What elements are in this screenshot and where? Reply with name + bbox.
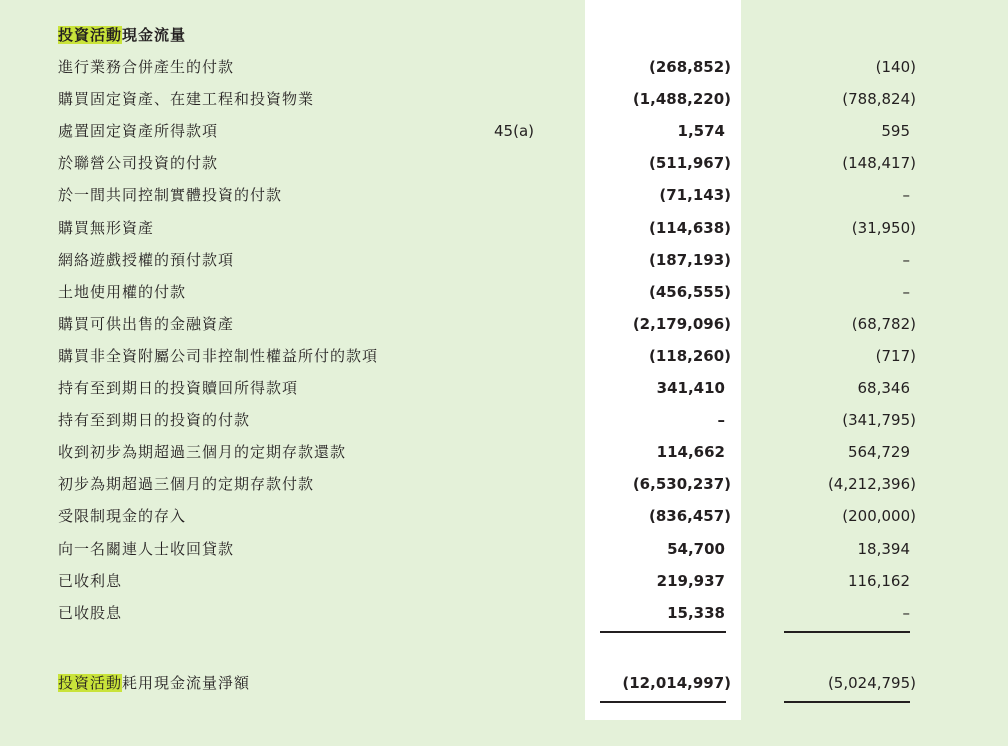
row-current-value: (118,260) xyxy=(648,346,731,365)
row-prior-value: 595 xyxy=(881,122,910,141)
table-row xyxy=(0,83,1008,115)
table-row xyxy=(0,51,1008,83)
row-prior-value: – xyxy=(902,250,910,269)
row-current-value: 1,574 xyxy=(677,122,725,141)
row-label: 向一名關連人士收回貸款 xyxy=(58,539,235,558)
row-prior-value: 564,729 xyxy=(847,443,910,462)
row-label: 處置固定資產所得款項 xyxy=(58,122,219,141)
row-label: 於一間共同控制實體投資的付款 xyxy=(58,186,283,205)
row-label: 收到初步為期超過三個月的定期存款還款 xyxy=(58,443,347,462)
section-title-highlight: 投資活動 xyxy=(58,26,123,44)
table-row xyxy=(0,147,1008,179)
row-label: 已收利息 xyxy=(58,571,123,590)
section-title xyxy=(58,24,186,46)
row-label: 網絡遊戲授權的預付款項 xyxy=(58,250,235,269)
row-current-value: (456,555) xyxy=(648,282,731,301)
row-label: 購買無形資產 xyxy=(58,218,155,237)
row-current-value: (187,193) xyxy=(648,250,731,269)
prior-total-rule xyxy=(784,701,910,703)
row-label: 購買非全資附屬公司非控制性權益所付的款項 xyxy=(58,346,379,365)
row-prior-value: (341,795) xyxy=(842,411,916,430)
row-label: 持有至到期日的投資贖回所得款項 xyxy=(58,379,299,397)
row-prior-value: 116,162 xyxy=(847,571,910,590)
table-row xyxy=(0,179,1008,211)
total-row xyxy=(0,667,1008,699)
row-prior-value: (4,212,396) xyxy=(827,475,916,494)
table-row xyxy=(0,244,1008,276)
row-current-value: (6,530,237) xyxy=(632,475,731,494)
total-label xyxy=(58,667,250,699)
row-label: 持有至到期日的投資的付款 xyxy=(58,411,251,430)
current-subtotal-rule xyxy=(600,631,726,633)
row-prior-value: – xyxy=(902,186,910,205)
row-current-value: (268,852) xyxy=(648,58,731,76)
table-row xyxy=(0,212,1008,244)
table-row xyxy=(0,436,1008,468)
table-row xyxy=(0,565,1008,597)
row-current-value: (511,967) xyxy=(648,154,731,173)
row-prior-value: (788,824) xyxy=(842,90,916,109)
row-current-value: 15,338 xyxy=(667,603,725,622)
row-label: 已收股息 xyxy=(58,603,123,622)
table-row xyxy=(0,597,1008,629)
row-prior-value: (148,417) xyxy=(842,154,916,173)
section-title-rest: 現金流量 xyxy=(122,26,187,44)
row-label: 購買可供出售的金融資產 xyxy=(58,314,235,333)
row-prior-value: 68,346 xyxy=(857,379,910,397)
total-prior-value: (5,024,795) xyxy=(827,674,916,692)
row-prior-value: – xyxy=(902,603,910,622)
row-prior-value: (717) xyxy=(875,346,916,365)
table-row xyxy=(0,500,1008,532)
row-label: 於聯營公司投資的付款 xyxy=(58,154,219,173)
total-label-highlight: 投資活動 xyxy=(58,674,123,692)
row-current-value: (836,457) xyxy=(648,507,731,526)
total-label-rest: 耗用現金流量淨額 xyxy=(122,674,251,692)
row-label: 土地使用權的付款 xyxy=(58,282,187,301)
row-label: 進行業務合併產生的付款 xyxy=(58,58,235,76)
row-current-value: (2,179,096) xyxy=(632,314,731,333)
total-current-value: (12,014,997) xyxy=(622,674,731,692)
row-current-value: 54,700 xyxy=(667,539,725,558)
row-current-value: 114,662 xyxy=(656,443,725,462)
row-label: 初步為期超過三個月的定期存款付款 xyxy=(58,475,315,494)
table-row xyxy=(0,468,1008,500)
row-prior-value: (200,000) xyxy=(842,507,916,526)
table-row xyxy=(0,340,1008,372)
row-note: 45(a) xyxy=(494,122,534,141)
row-prior-value: (140) xyxy=(875,58,916,76)
prior-subtotal-rule xyxy=(784,631,910,633)
row-current-value: (114,638) xyxy=(648,218,731,237)
row-prior-value: (68,782) xyxy=(851,314,916,333)
row-current-value: (1,488,220) xyxy=(632,90,731,109)
table-row xyxy=(0,404,1008,436)
row-current-value: 219,937 xyxy=(656,571,725,590)
row-label: 受限制現金的存入 xyxy=(58,507,187,526)
row-current-value: 341,410 xyxy=(656,379,725,397)
current-total-rule xyxy=(600,701,726,703)
table-row xyxy=(0,115,1008,147)
table-row xyxy=(0,372,1008,404)
row-current-value: – xyxy=(717,411,725,430)
table-row xyxy=(0,308,1008,340)
row-prior-value: – xyxy=(902,282,910,301)
row-prior-value: (31,950) xyxy=(851,218,916,237)
row-current-value: (71,143) xyxy=(659,186,731,205)
table-row xyxy=(0,276,1008,308)
row-label: 購買固定資產、在建工程和投資物業 xyxy=(58,90,315,109)
row-prior-value: 18,394 xyxy=(857,539,910,558)
table-row xyxy=(0,533,1008,565)
